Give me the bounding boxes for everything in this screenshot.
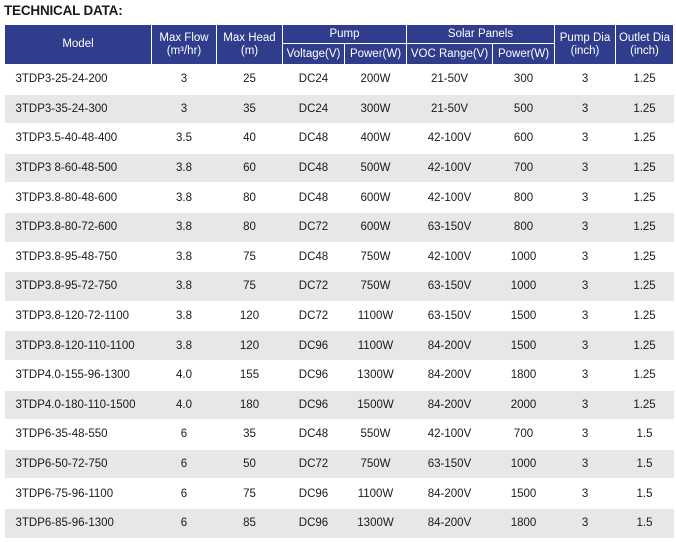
table-header [5, 25, 674, 65]
cell-power: 1100W [345, 331, 407, 361]
cell-max-head: 40 [217, 124, 283, 154]
cell-panel-power: 300 [493, 65, 555, 95]
header-panel-power: Power(W) [493, 44, 555, 65]
cell-max-head: 75 [217, 479, 283, 509]
header-voltage: Voltage(V) [283, 44, 345, 65]
cell-pump-dia: 3 [555, 331, 616, 361]
cell-outlet-dia: 1.25 [616, 301, 674, 331]
cell-voc-range: 84-200V [407, 331, 493, 361]
cell-model: 3TDP3 8-60-48-500 [5, 153, 152, 183]
cell-outlet-dia: 1.5 [616, 449, 674, 479]
header-solar-panels: Solar Panels [407, 25, 555, 44]
table-row [5, 272, 674, 302]
cell-max-head: 120 [217, 301, 283, 331]
table-row [5, 153, 674, 183]
cell-power: 500W [345, 153, 407, 183]
cell-voltage: DC48 [283, 242, 345, 272]
cell-max-flow: 3.8 [152, 153, 217, 183]
cell-panel-power: 1500 [493, 301, 555, 331]
cell-voc-range: 63-150V [407, 272, 493, 302]
cell-pump-dia: 3 [555, 124, 616, 154]
cell-panel-power: 1000 [493, 242, 555, 272]
cell-power: 300W [345, 94, 407, 124]
cell-pump-dia: 3 [555, 272, 616, 302]
cell-voc-range: 42-100V [407, 124, 493, 154]
cell-max-flow: 6 [152, 449, 217, 479]
table-row [5, 212, 674, 242]
cell-model: 3TDP3.8-80-72-600 [5, 212, 152, 242]
cell-power: 1300W [345, 360, 407, 390]
cell-max-flow: 6 [152, 508, 217, 537]
cell-panel-power: 700 [493, 153, 555, 183]
cell-pump-dia: 3 [555, 360, 616, 390]
cell-outlet-dia: 1.25 [616, 153, 674, 183]
table-row [5, 65, 674, 95]
cell-outlet-dia: 1.25 [616, 124, 674, 154]
cell-voltage: DC48 [283, 420, 345, 450]
cell-voltage: DC96 [283, 479, 345, 509]
cell-max-head: 35 [217, 94, 283, 124]
cell-voc-range: 84-200V [407, 479, 493, 509]
cell-max-flow: 3 [152, 65, 217, 95]
cell-panel-power: 1800 [493, 508, 555, 537]
cell-panel-power: 800 [493, 212, 555, 242]
cell-pump-dia: 3 [555, 242, 616, 272]
cell-voc-range: 84-200V [407, 508, 493, 537]
cell-voltage: DC48 [283, 153, 345, 183]
cell-max-head: 80 [217, 183, 283, 213]
cell-power: 750W [345, 242, 407, 272]
cell-model: 3TDP4.0-180-110-1500 [5, 390, 152, 420]
cell-voc-range: 63-150V [407, 449, 493, 479]
cell-model: 3TDP3-25-24-200 [5, 65, 152, 95]
cell-model: 3TDP6-35-48-550 [5, 420, 152, 450]
cell-pump-dia: 3 [555, 94, 616, 124]
cell-voltage: DC96 [283, 331, 345, 361]
cell-power: 550W [345, 420, 407, 450]
cell-max-flow: 6 [152, 479, 217, 509]
cell-model: 3TDP3.5-40-48-400 [5, 124, 152, 154]
table-row [5, 331, 674, 361]
cell-outlet-dia: 1.5 [616, 508, 674, 537]
table-row [5, 242, 674, 272]
cell-power: 1500W [345, 390, 407, 420]
cell-voc-range: 21-50V [407, 94, 493, 124]
cell-panel-power: 1800 [493, 360, 555, 390]
table-row [5, 183, 674, 213]
header-model: Model [5, 25, 152, 65]
cell-max-head: 75 [217, 242, 283, 272]
cell-max-flow: 3.8 [152, 331, 217, 361]
cell-outlet-dia: 1.25 [616, 242, 674, 272]
cell-voc-range: 21-50V [407, 65, 493, 95]
table-row [5, 124, 674, 154]
cell-voltage: DC72 [283, 449, 345, 479]
technical-data-table [4, 24, 674, 538]
cell-outlet-dia: 1.25 [616, 272, 674, 302]
cell-max-flow: 3.8 [152, 242, 217, 272]
cell-max-head: 50 [217, 449, 283, 479]
cell-voltage: DC48 [283, 183, 345, 213]
cell-max-head: 85 [217, 508, 283, 537]
cell-power: 600W [345, 183, 407, 213]
cell-outlet-dia: 1.25 [616, 94, 674, 124]
cell-panel-power: 700 [493, 420, 555, 450]
cell-voc-range: 42-100V [407, 420, 493, 450]
cell-max-flow: 3.8 [152, 183, 217, 213]
table-row [5, 449, 674, 479]
cell-pump-dia: 3 [555, 153, 616, 183]
cell-model: 3TDP3-35-24-300 [5, 94, 152, 124]
table-row [5, 390, 674, 420]
cell-model: 3TDP3.8-95-72-750 [5, 272, 152, 302]
cell-max-flow: 3.8 [152, 272, 217, 302]
header-max-flow: Max Flow (m³/hr) [152, 25, 217, 65]
cell-model: 3TDP3.8-120-110-1100 [5, 331, 152, 361]
cell-voltage: DC24 [283, 65, 345, 95]
cell-voltage: DC72 [283, 301, 345, 331]
header-voc-range: VOC Range(V) [407, 44, 493, 65]
page-title: TECHNICAL DATA: [4, 3, 123, 18]
cell-model: 3TDP6-85-96-1300 [5, 508, 152, 537]
cell-voltage: DC24 [283, 94, 345, 124]
cell-max-flow: 4.0 [152, 390, 217, 420]
table-row [5, 94, 674, 124]
cell-outlet-dia: 1.25 [616, 390, 674, 420]
cell-max-head: 120 [217, 331, 283, 361]
cell-panel-power: 500 [493, 94, 555, 124]
cell-power: 1100W [345, 301, 407, 331]
cell-voltage: DC96 [283, 390, 345, 420]
cell-max-flow: 6 [152, 420, 217, 450]
header-max-head: Max Head (m) [217, 25, 283, 65]
cell-max-head: 35 [217, 420, 283, 450]
cell-max-flow: 3.8 [152, 212, 217, 242]
cell-outlet-dia: 1.25 [616, 360, 674, 390]
cell-power: 400W [345, 124, 407, 154]
cell-voc-range: 84-200V [407, 390, 493, 420]
cell-voltage: DC48 [283, 124, 345, 154]
cell-panel-power: 600 [493, 124, 555, 154]
cell-voc-range: 84-200V [407, 360, 493, 390]
cell-voc-range: 42-100V [407, 153, 493, 183]
cell-panel-power: 1500 [493, 479, 555, 509]
cell-model: 3TDP4.0-155-96-1300 [5, 360, 152, 390]
cell-pump-dia: 3 [555, 479, 616, 509]
cell-power: 750W [345, 272, 407, 302]
cell-panel-power: 800 [493, 183, 555, 213]
cell-outlet-dia: 1.5 [616, 479, 674, 509]
header-pump-dia: Pump Dia (inch) [555, 25, 616, 65]
cell-voc-range: 42-100V [407, 242, 493, 272]
table-row [5, 420, 674, 450]
cell-voc-range: 42-100V [407, 183, 493, 213]
cell-power: 1300W [345, 508, 407, 537]
cell-power: 600W [345, 212, 407, 242]
table-row [5, 479, 674, 509]
cell-panel-power: 1500 [493, 331, 555, 361]
cell-outlet-dia: 1.25 [616, 65, 674, 95]
cell-panel-power: 2000 [493, 390, 555, 420]
cell-model: 3TDP6-75-96-1100 [5, 479, 152, 509]
cell-max-head: 80 [217, 212, 283, 242]
cell-model: 3TDP6-50-72-750 [5, 449, 152, 479]
cell-power: 750W [345, 449, 407, 479]
cell-pump-dia: 3 [555, 212, 616, 242]
cell-max-flow: 4.0 [152, 360, 217, 390]
table-row [5, 360, 674, 390]
header-pump: Pump [283, 25, 407, 44]
table-body [5, 65, 674, 538]
cell-pump-dia: 3 [555, 449, 616, 479]
cell-max-head: 75 [217, 272, 283, 302]
cell-voc-range: 63-150V [407, 212, 493, 242]
cell-outlet-dia: 1.25 [616, 183, 674, 213]
cell-pump-dia: 3 [555, 65, 616, 95]
cell-max-flow: 3 [152, 94, 217, 124]
cell-panel-power: 1000 [493, 272, 555, 302]
cell-voltage: DC72 [283, 212, 345, 242]
cell-pump-dia: 3 [555, 390, 616, 420]
header-outlet-dia: Outlet Dia (inch) [616, 25, 674, 65]
cell-outlet-dia: 1.25 [616, 212, 674, 242]
cell-max-flow: 3.8 [152, 301, 217, 331]
cell-outlet-dia: 1.25 [616, 331, 674, 361]
cell-voltage: DC96 [283, 508, 345, 537]
cell-max-flow: 3.5 [152, 124, 217, 154]
cell-model: 3TDP3.8-80-48-600 [5, 183, 152, 213]
cell-voltage: DC72 [283, 272, 345, 302]
cell-power: 200W [345, 65, 407, 95]
cell-pump-dia: 3 [555, 301, 616, 331]
cell-model: 3TDP3.8-120-72-1100 [5, 301, 152, 331]
cell-pump-dia: 3 [555, 420, 616, 450]
table-row [5, 508, 674, 537]
header-power: Power(W) [345, 44, 407, 65]
table-row [5, 301, 674, 331]
cell-voltage: DC96 [283, 360, 345, 390]
cell-voc-range: 63-150V [407, 301, 493, 331]
cell-pump-dia: 3 [555, 508, 616, 537]
cell-power: 1100W [345, 479, 407, 509]
cell-max-head: 60 [217, 153, 283, 183]
cell-outlet-dia: 1.5 [616, 420, 674, 450]
cell-panel-power: 1000 [493, 449, 555, 479]
cell-max-head: 25 [217, 65, 283, 95]
cell-max-head: 155 [217, 360, 283, 390]
cell-max-head: 180 [217, 390, 283, 420]
cell-model: 3TDP3.8-95-48-750 [5, 242, 152, 272]
cell-pump-dia: 3 [555, 183, 616, 213]
